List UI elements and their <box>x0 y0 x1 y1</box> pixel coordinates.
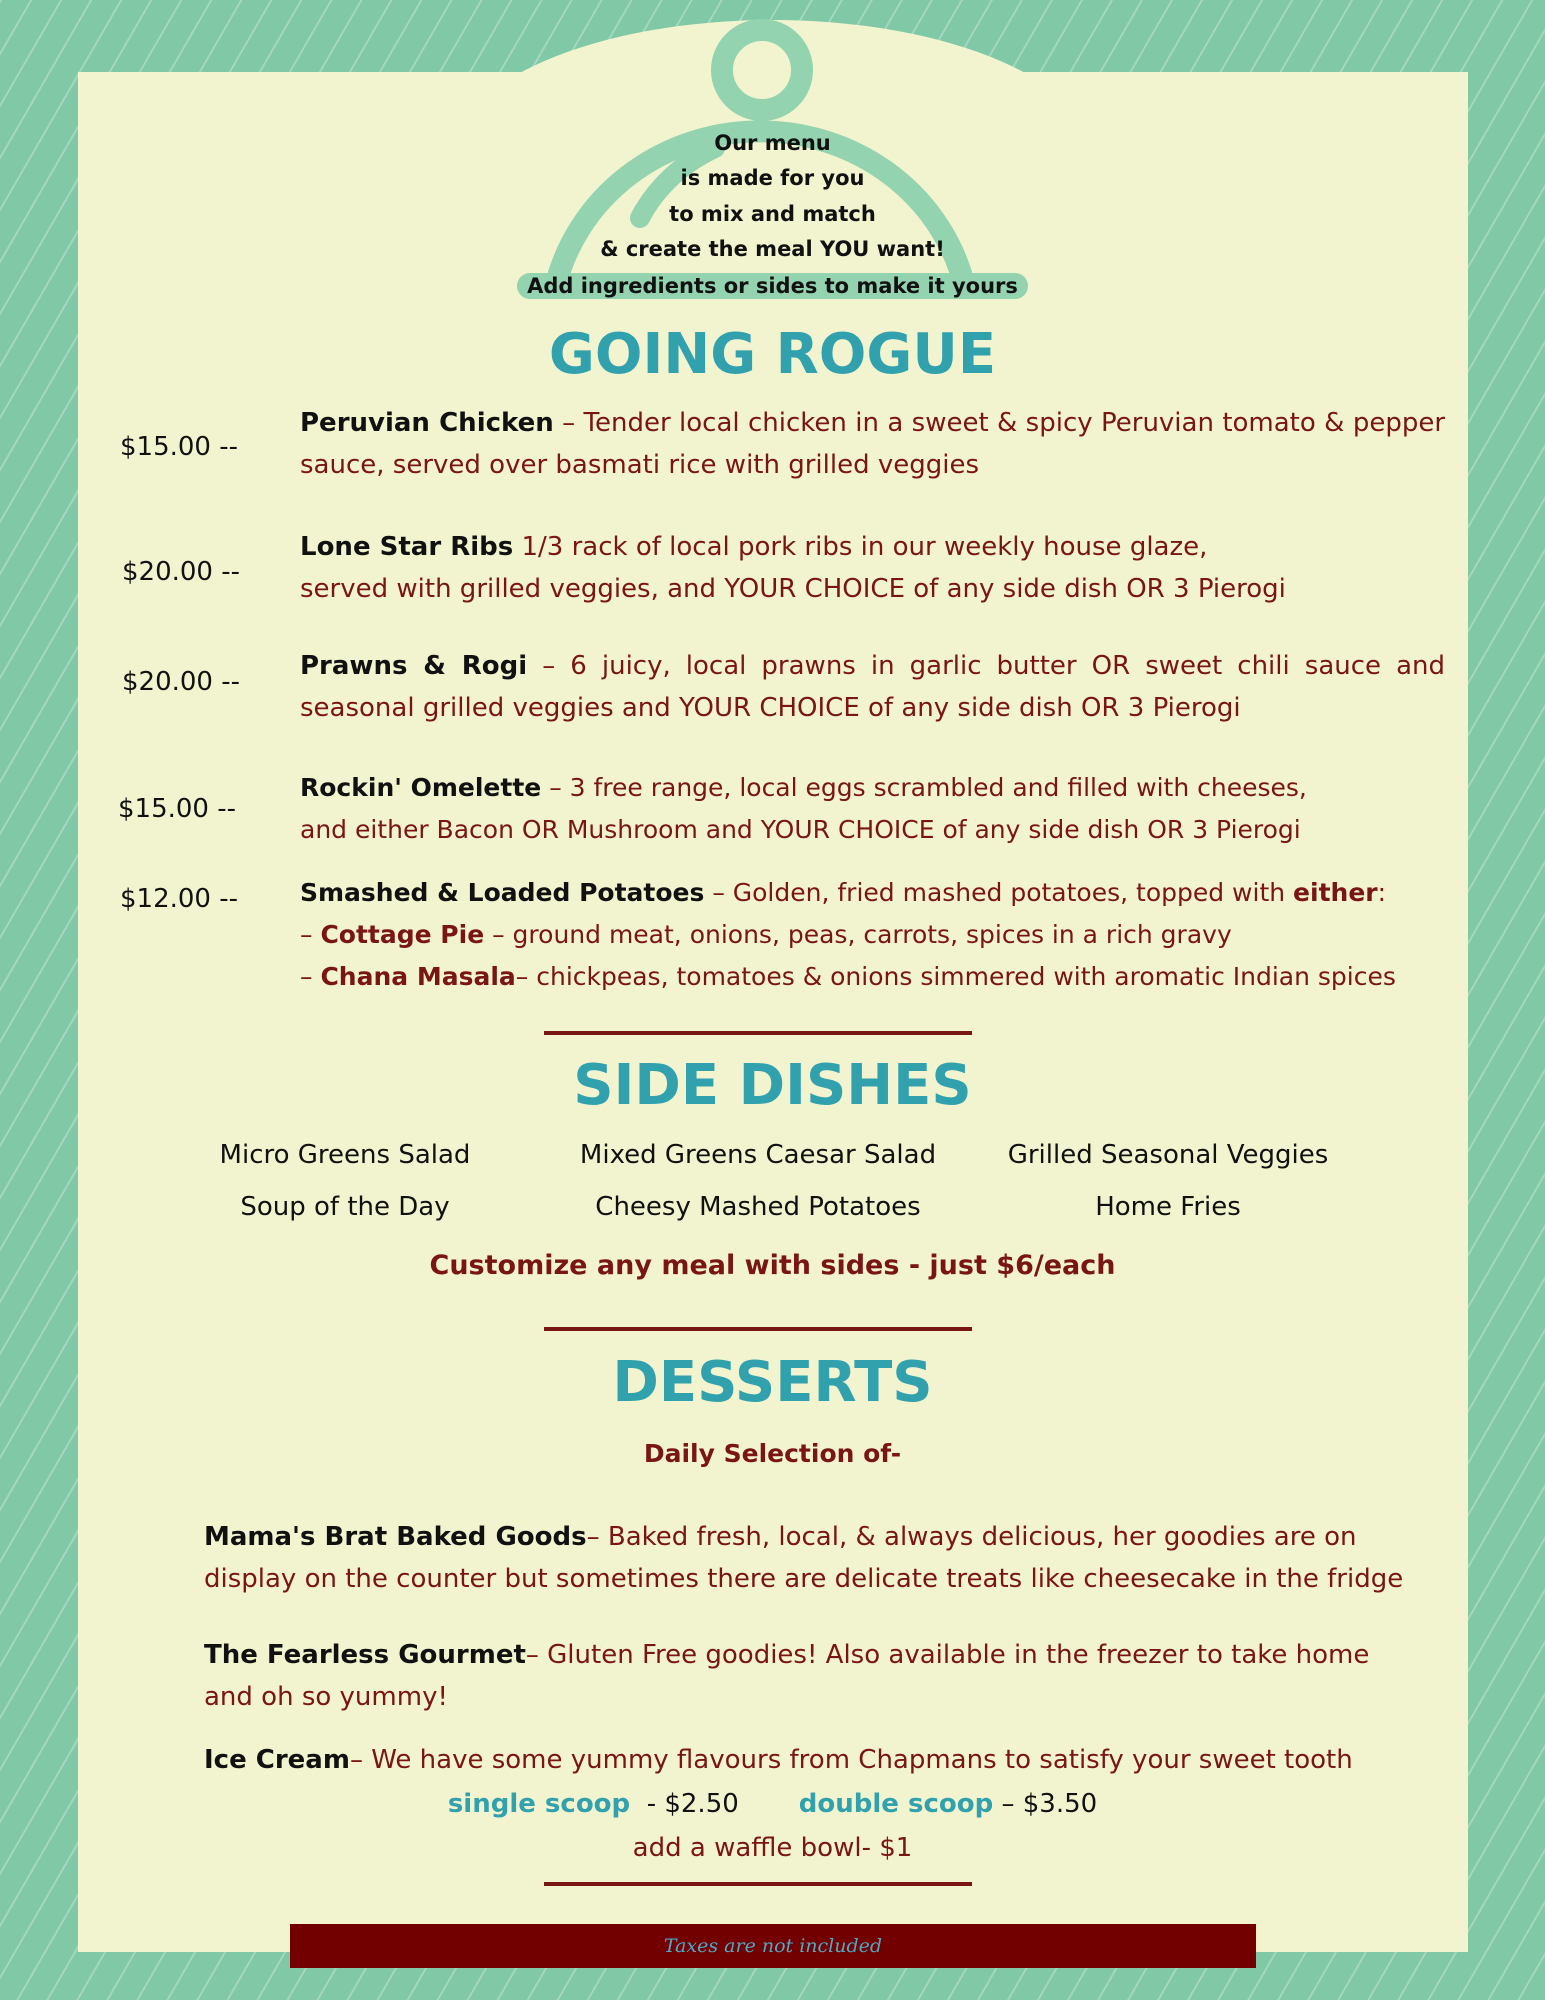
taxes-note: Taxes are not included <box>663 1935 883 1957</box>
tagline-highlight: Add ingredients or sides to make it yours <box>0 273 1545 299</box>
price-smashed-potatoes: $12.00 -- <box>120 884 239 914</box>
tagline-line-3: to mix and match <box>669 202 876 226</box>
item-desc: – 6 juicy, local prawns in garlic butter OR sweet chili sauce and seasonal grilled veggies and YOUR CHOICE of any side dish OR 3 Pierogi <box>300 651 1445 723</box>
option-name: Cottage Pie <box>320 920 485 949</box>
dessert-name: The Fearless Gourmet <box>204 1640 526 1670</box>
section-title-desserts: DESSERTS <box>612 1350 933 1415</box>
price-rockin-omelette: $15.00 -- <box>118 794 237 824</box>
item-name: Lone Star Ribs <box>300 532 514 562</box>
dessert-name: Mama's Brat Baked Goods <box>204 1522 587 1552</box>
dessert-desc: – Gluten Free goodies! Also available in the freezer to take home and oh so yummy! <box>204 1640 1370 1712</box>
waffle-bowl: add a waffle bowl- $1 <box>632 1833 913 1863</box>
double-scoop-price: – $3.50 <box>993 1789 1098 1819</box>
side-dish-item: Soup of the Day <box>240 1192 450 1222</box>
side-dish-item: Mixed Greens Caesar Salad <box>579 1140 937 1170</box>
menu-item-smashed-potatoes: Smashed & Loaded Potatoes – Golden, fried mashed potatoes, topped with either: – Cottage Pie – ground meat, onions, peas, carrots, spices in a rich gravy – Chana Masala– chickpeas, tomatoes & onions simmered with aromatic Indian spices <box>300 872 1460 998</box>
option-name: Chana Masala <box>320 962 516 991</box>
option-cottage-pie: – Cottage Pie – ground meat, onions, peas, carrots, spices in a rich gravy <box>300 920 1232 949</box>
item-desc-line-1: 1/3 rack of local pork ribs in our weekly house glaze, <box>513 532 1208 562</box>
item-name: Peruvian Chicken <box>300 408 554 438</box>
menu-item-peruvian-chicken <box>300 402 1445 486</box>
price-lone-star-ribs: $20.00 -- <box>122 557 241 587</box>
section-title-going-rogue: GOING ROGUE <box>548 322 997 387</box>
item-name: Smashed & Loaded Potatoes <box>300 878 705 907</box>
sides-note: Customize any meal with sides - just $6/each <box>429 1250 1116 1281</box>
tagline-line-2: is made for you <box>680 166 865 190</box>
menu-item-lone-star-ribs <box>300 526 1460 610</box>
dessert-name: Ice Cream <box>204 1745 350 1775</box>
option-chana-masala: – Chana Masala– chickpeas, tomatoes & onions simmered with aromatic Indian spices <box>300 962 1396 991</box>
cloche-icon <box>515 18 1005 308</box>
desserts-subtitle: Daily Selection of- <box>643 1439 902 1468</box>
side-dish-item: Cheesy Mashed Potatoes <box>595 1192 921 1222</box>
menu-item-rockin-omelette <box>300 767 1460 851</box>
item-desc-line-1: – 3 free range, local eggs scrambled and filled with cheeses, <box>541 773 1307 802</box>
option-desc: – ground meat, onions, peas, carrots, spices in a rich gravy <box>484 920 1232 949</box>
price-prawns-rogi: $20.00 -- <box>122 667 241 697</box>
item-desc-line-2: and either Bacon OR Mushroom and YOUR CHOICE of any side dish OR 3 Pierogi <box>300 815 1301 844</box>
side-dish-item: Grilled Seasonal Veggies <box>1007 1140 1329 1170</box>
footer-bar <box>290 1924 1256 1968</box>
item-name: Prawns & Rogi <box>300 651 528 681</box>
ice-cream-prices <box>0 1789 1545 1819</box>
section-divider <box>544 1031 972 1035</box>
item-desc: – Tender local chicken in a sweet & spicy Peruvian tomato & pepper sauce, served over basmati rice with grilled veggies <box>300 408 1446 480</box>
option-desc: – chickpeas, tomatoes & onions simmered with aromatic Indian spices <box>515 962 1396 991</box>
dessert-mamas-brat <box>204 1516 1424 1600</box>
item-desc: – Golden, fried mashed potatoes, topped with <box>704 878 1294 907</box>
price-peruvian-chicken: $15.00 -- <box>120 432 239 462</box>
dessert-desc: – We have some yummy flavours from Chapmans to satisfy your sweet tooth <box>349 1745 1353 1775</box>
tagline-line-1: Our menu <box>714 131 831 155</box>
section-divider <box>544 1882 972 1886</box>
side-dish-item: Micro Greens Salad <box>219 1140 471 1170</box>
double-scoop-label: double scoop <box>798 1789 994 1819</box>
side-dish-item: Home Fries <box>1095 1192 1241 1222</box>
single-scoop-price: - $2.50 <box>630 1789 739 1819</box>
dessert-ice-cream <box>204 1739 1424 1781</box>
item-either: either <box>1293 878 1378 907</box>
menu-item-prawns-rogi <box>300 645 1445 729</box>
item-name: Rockin' Omelette <box>300 773 542 802</box>
section-title-side-dishes: SIDE DISHES <box>573 1053 972 1118</box>
section-divider <box>544 1327 972 1331</box>
tagline-line-4: & create the meal YOU want! <box>600 237 945 261</box>
item-desc-line-2: served with grilled veggies, and YOUR CHOICE of any side dish OR 3 Pierogi <box>300 574 1286 604</box>
dessert-desc: – Baked fresh, local, & always delicious, her goodies are on display on the counter but sometimes there are delicate treats like cheesecake in the fridge <box>204 1522 1404 1594</box>
dessert-fearless-gourmet <box>204 1634 1424 1718</box>
single-scoop-label: single scoop <box>447 1789 631 1819</box>
